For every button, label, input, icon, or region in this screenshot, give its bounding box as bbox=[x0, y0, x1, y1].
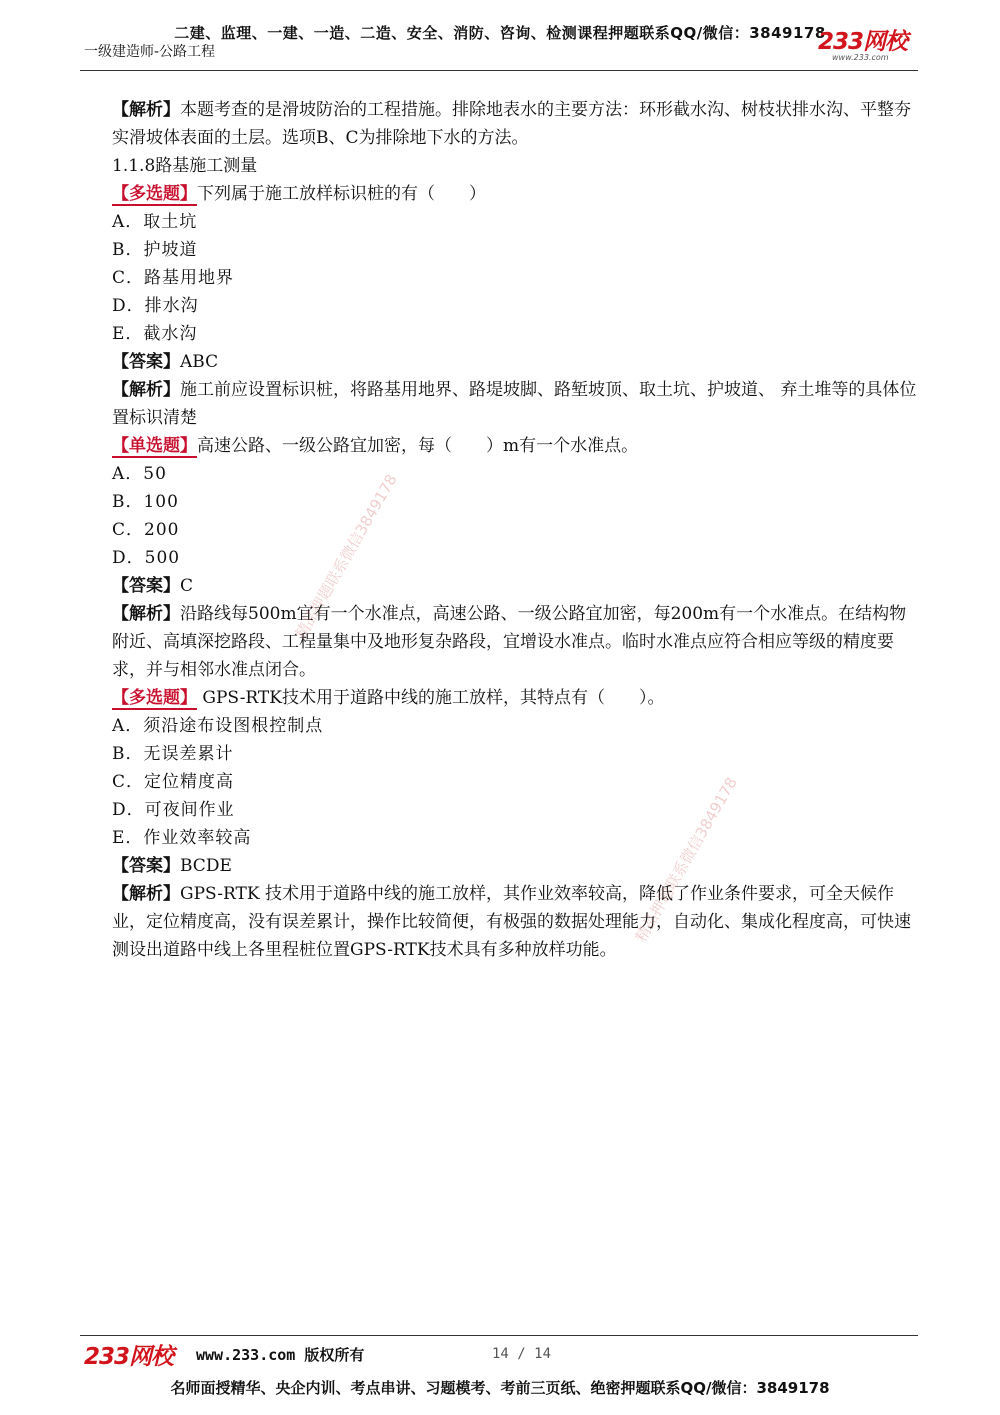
brand-logo bbox=[818, 30, 918, 62]
logo-url: www.233.com bbox=[832, 53, 889, 62]
option-item: D．排水沟 bbox=[112, 296, 199, 316]
answer-label: 【答案】 bbox=[112, 576, 180, 596]
answer-line bbox=[76, 348, 922, 376]
answer-label: 【答案】 bbox=[112, 856, 180, 876]
option-item: B．无误差累计 bbox=[112, 744, 234, 764]
analysis-label: 【解析】 bbox=[112, 380, 180, 400]
analysis-paragraph bbox=[76, 376, 922, 432]
question-type-tag: 【单选题】 bbox=[112, 436, 197, 456]
answer-value: BCDE bbox=[180, 856, 232, 876]
header-divider bbox=[80, 70, 918, 71]
footer-copyright: www.233.com 版权所有 bbox=[196, 1346, 365, 1364]
watermark-text: 精品押题联系微信3849178 bbox=[631, 774, 741, 945]
analysis-text: 沿路线每500m宜有一个水准点，高速公路、一级公路宜加密，每200m有一个水准点。在结构物附近、高填深挖路段、工程量集中及地形复杂路段，宜增设水准点。临时水准点应符合相应等级的精度要求，并与相邻水准点闭合。 bbox=[112, 604, 907, 680]
analysis-paragraph bbox=[76, 96, 922, 152]
analysis-paragraph bbox=[76, 880, 922, 964]
analysis-text: 本题考查的是滑坡防治的工程措施。排除地表水的主要方法：环形截水沟、树枝状排水沟、平整夯实滑坡体表面的土层。选项B、C为排除地下水的方法。 bbox=[112, 100, 911, 148]
answer-value: ABC bbox=[180, 352, 219, 372]
footer-logo: 233网校 bbox=[84, 1344, 174, 1370]
document-body bbox=[76, 96, 922, 964]
question-type-tag: 【多选题】 bbox=[112, 688, 197, 708]
footer-divider bbox=[80, 1335, 918, 1336]
section-heading: 1.1.8路基施工测量 bbox=[112, 156, 258, 176]
analysis-paragraph bbox=[76, 600, 922, 684]
option-item: E．作业效率较高 bbox=[112, 828, 252, 848]
option-item: C．200 bbox=[112, 520, 180, 540]
analysis-text: GPS-RTK 技术用于道路中线的施工放样，其作业效率较高，降低了作业条件要求，可全天候作业，定位精度高，没有误差累计，操作比较简便，有极强的数据处理能力，自动化、集成化程度高，可快速测设出道路中线上各里程桩位置GPS-RTK技术具有多种放样功能。 bbox=[112, 884, 911, 960]
analysis-label: 【解析】 bbox=[112, 884, 180, 904]
option-item: C．路基用地界 bbox=[112, 268, 235, 288]
option-item: C．定位精度高 bbox=[112, 772, 235, 792]
answer-line bbox=[76, 572, 922, 600]
option-item: B．护坡道 bbox=[112, 240, 198, 260]
answer-value: C bbox=[180, 576, 194, 596]
question-3 bbox=[76, 684, 922, 712]
question-type-tag: 【多选题】 bbox=[112, 184, 197, 204]
option-item: A．取土坑 bbox=[112, 212, 198, 232]
option-item: D．可夜间作业 bbox=[112, 800, 235, 820]
watermark-text: 精品押题联系微信3849178 bbox=[291, 471, 401, 642]
answer-label: 【答案】 bbox=[112, 352, 180, 372]
question-2 bbox=[76, 432, 922, 460]
analysis-label: 【解析】 bbox=[112, 100, 180, 120]
question-stem: GPS-RTK技术用于道路中线的施工放样，其特点有（ ）。 bbox=[197, 688, 665, 708]
logo-text: 233网校 bbox=[818, 29, 908, 55]
question-stem: 高速公路、一级公路宜加密，每（ ）m有一个水准点。 bbox=[197, 436, 639, 456]
answer-line bbox=[76, 852, 922, 880]
option-item: D．500 bbox=[112, 548, 181, 568]
option-item: A．50 bbox=[112, 464, 167, 484]
question-1 bbox=[76, 180, 922, 208]
analysis-label: 【解析】 bbox=[112, 604, 180, 624]
footer-banner: 名师面授精华、央企内训、考点串讲、习题模考、考前三页纸、绝密押题联系QQ/微信：3849178 bbox=[170, 1379, 830, 1397]
analysis-text: 施工前应设置标识桩，将路基用地界、路堤坡脚、路堑坡顶、取土坑、护坡道、 弃土堆等的具体位置标识清楚 bbox=[112, 380, 917, 428]
question-stem: 下列属于施工放样标识桩的有（ ） bbox=[197, 184, 486, 204]
page-number: 14 / 14 bbox=[492, 1346, 552, 1362]
option-item: A．须沿途布设图根控制点 bbox=[112, 716, 324, 736]
document-subtitle: 一级建造师-公路工程 bbox=[84, 44, 216, 60]
option-item: B．100 bbox=[112, 492, 179, 512]
option-item: E．截水沟 bbox=[112, 324, 198, 344]
header-banner: 二建、监理、一建、一造、二造、安全、消防、咨询、检测课程押题联系QQ/微信：3849178 bbox=[174, 24, 826, 42]
